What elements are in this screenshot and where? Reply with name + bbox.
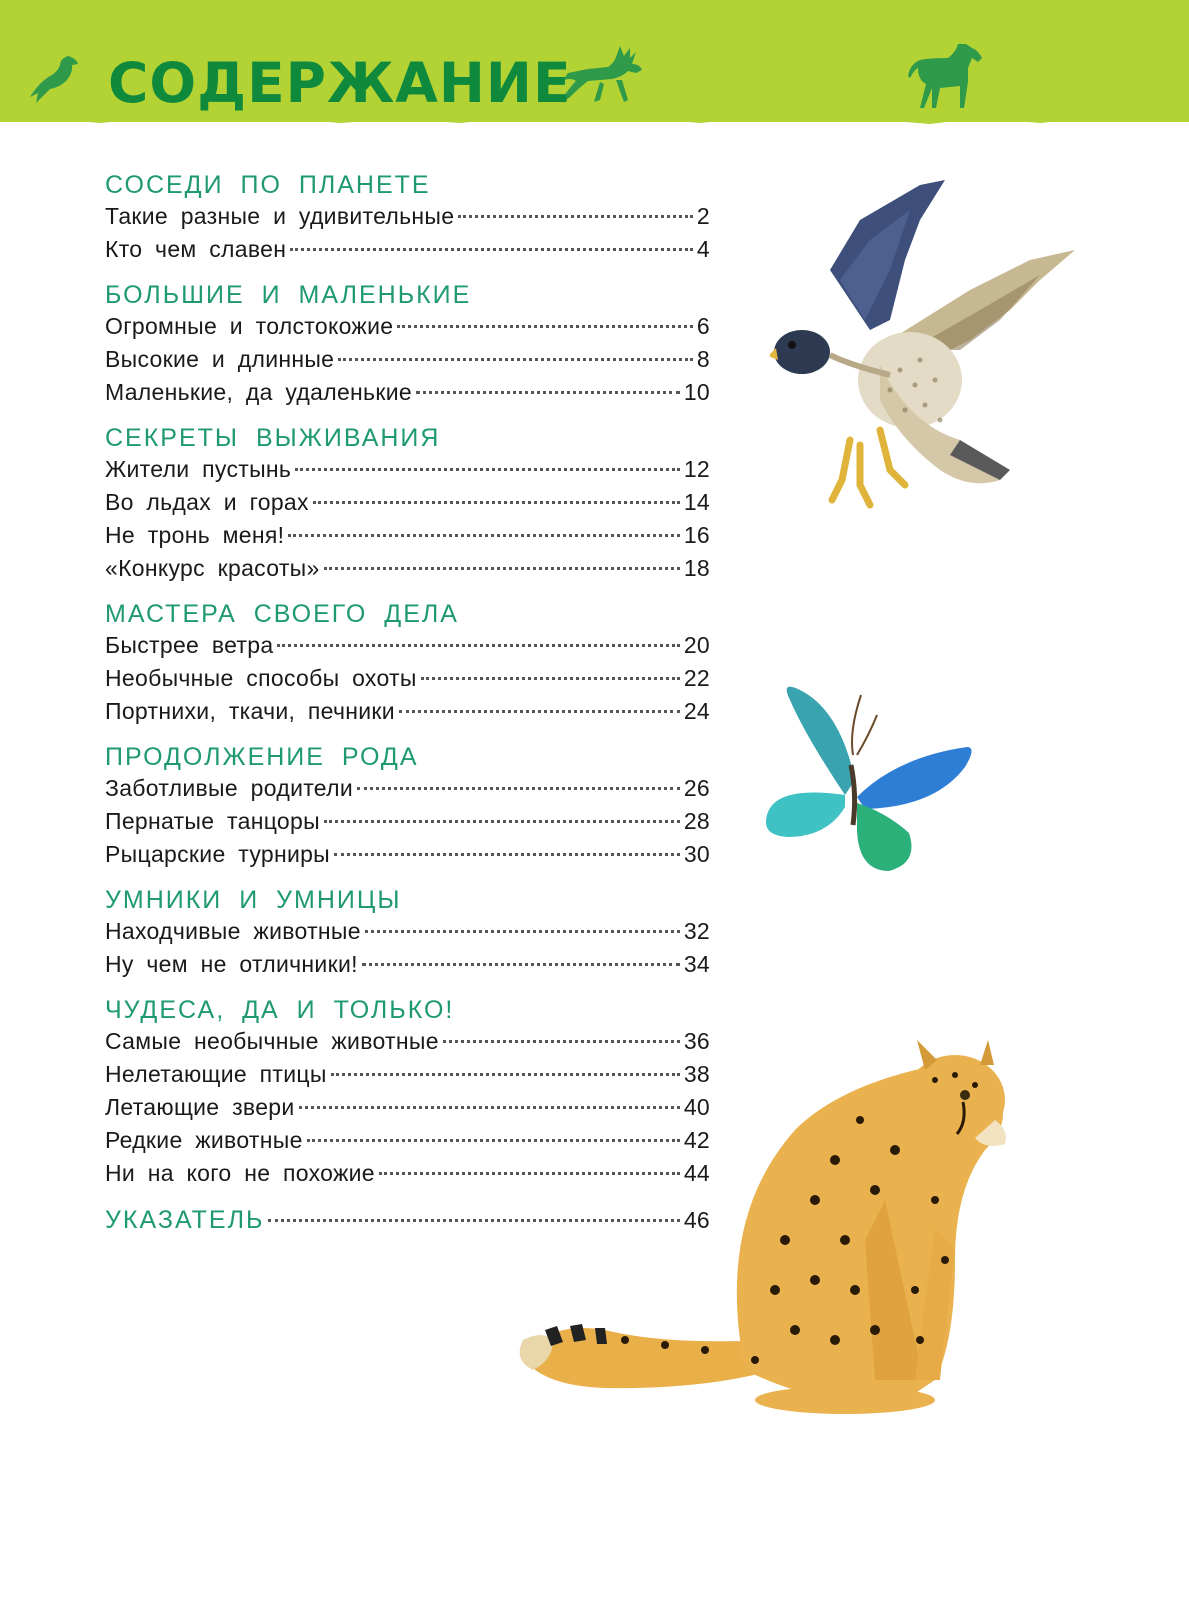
entry-page: 24 xyxy=(683,698,710,724)
entry-label: Жители пустынь xyxy=(105,456,292,482)
leader-dots xyxy=(295,468,680,471)
leader-dots xyxy=(288,534,679,537)
entry-label: Огромные и толстокожие xyxy=(105,313,394,339)
section-title: УМНИКИ И УМНИЦЫ xyxy=(105,886,402,914)
leader-dots xyxy=(324,820,680,823)
entry-page: 32 xyxy=(683,918,710,944)
entry-label: Заботливые родители xyxy=(105,775,353,801)
entry-page: 22 xyxy=(683,665,710,691)
section-title: СЕКРЕТЫ ВЫЖИВАНИЯ xyxy=(105,424,441,452)
toc-entry[interactable] xyxy=(105,772,710,805)
section-title: СОСЕДИ ПО ПЛАНЕТЕ xyxy=(105,171,431,199)
butterfly-illustration xyxy=(765,685,975,875)
entry-page: 8 xyxy=(696,346,710,372)
entry-page: 6 xyxy=(696,313,710,339)
entry-page: 34 xyxy=(683,951,710,977)
entry-label: Самые необычные животные xyxy=(105,1028,439,1054)
entry-page: 40 xyxy=(683,1094,710,1120)
toc-section xyxy=(105,599,710,728)
toc-entry[interactable] xyxy=(105,695,710,728)
entry-page: 16 xyxy=(683,522,710,548)
toc-entry[interactable] xyxy=(105,200,710,233)
entry-label: Высокие и длинные xyxy=(105,346,335,372)
toc-entry[interactable] xyxy=(105,838,710,871)
leader-dots xyxy=(277,644,679,647)
toc-entry[interactable] xyxy=(105,310,710,343)
cheetah-illustration xyxy=(515,1040,1055,1420)
entry-label: Не тронь меня! xyxy=(105,522,285,548)
entry-label: Редкие животные xyxy=(105,1127,303,1153)
reindeer-silhouette-icon xyxy=(560,44,652,110)
section-title: БОЛЬШИЕ И МАЛЕНЬКИЕ xyxy=(105,281,472,309)
leader-dots xyxy=(458,215,693,218)
entry-label: «Конкурс красоты» xyxy=(105,555,320,581)
entry-label: Ну чем не отличники! xyxy=(105,951,358,977)
toc-section xyxy=(105,423,710,585)
leader-dots xyxy=(334,853,680,856)
toc-entry[interactable] xyxy=(105,233,710,266)
entry-page: 2 xyxy=(696,203,710,229)
entry-page: 30 xyxy=(683,841,710,867)
horse-silhouette-icon xyxy=(904,42,986,110)
entry-label: Пернатые танцоры xyxy=(105,808,320,834)
leader-dots xyxy=(399,710,680,713)
falcon-illustration xyxy=(770,180,1080,520)
entry-label: Находчивые животные xyxy=(105,918,361,944)
toc-section xyxy=(105,885,710,981)
entry-page: 28 xyxy=(683,808,710,834)
entry-label: Такие разные и удивительные xyxy=(105,203,455,229)
leader-dots xyxy=(365,930,680,933)
leader-dots xyxy=(416,391,680,394)
entry-page: 42 xyxy=(683,1127,710,1153)
leader-dots xyxy=(324,567,680,570)
toc-entry[interactable] xyxy=(105,519,710,552)
toc-section xyxy=(105,280,710,409)
leader-dots xyxy=(357,787,680,790)
entry-page: 10 xyxy=(683,379,710,405)
toc-entry[interactable] xyxy=(105,662,710,695)
toc-entry[interactable] xyxy=(105,486,710,519)
page-title: СОДЕРЖАНИЕ xyxy=(108,51,572,115)
entry-page: 14 xyxy=(683,489,710,515)
leader-dots xyxy=(313,501,680,504)
leader-dots xyxy=(397,325,693,328)
leader-dots xyxy=(421,677,680,680)
bird-silhouette-icon xyxy=(28,52,84,108)
entry-label: Нелетающие птицы xyxy=(105,1061,327,1087)
toc-entry[interactable] xyxy=(105,915,710,948)
index-page: 46 xyxy=(683,1207,710,1233)
entry-page: 26 xyxy=(683,775,710,801)
leader-dots xyxy=(362,963,680,966)
index-label: УКАЗАТЕЛЬ xyxy=(105,1206,265,1234)
toc-section xyxy=(105,170,710,266)
toc-entry[interactable] xyxy=(105,453,710,486)
toc-entry[interactable] xyxy=(105,805,710,838)
entry-label: Портнихи, ткачи, печники xyxy=(105,698,395,724)
entry-page: 12 xyxy=(683,456,710,482)
entry-label: Маленькие, да удаленькие xyxy=(105,379,412,405)
toc-entry[interactable] xyxy=(105,343,710,376)
entry-page: 20 xyxy=(683,632,710,658)
toc-entry[interactable] xyxy=(105,552,710,585)
entry-label: Во льдах и горах xyxy=(105,489,309,515)
entry-label: Кто чем славен xyxy=(105,236,287,262)
entry-label: Быстрее ветра xyxy=(105,632,274,658)
section-title: ПРОДОЛЖЕНИЕ РОДА xyxy=(105,743,419,771)
entry-label: Летающие звери xyxy=(105,1094,295,1120)
entry-page: 38 xyxy=(683,1061,710,1087)
entry-page: 18 xyxy=(683,555,710,581)
toc-section xyxy=(105,742,710,871)
entry-page: 4 xyxy=(696,236,710,262)
toc-entry[interactable] xyxy=(105,948,710,981)
toc-entry[interactable] xyxy=(105,629,710,662)
entry-label: Необычные способы охоты xyxy=(105,665,417,691)
leader-dots xyxy=(338,358,693,361)
section-title: МАСТЕРА СВОЕГО ДЕЛА xyxy=(105,600,459,628)
entry-page: 36 xyxy=(683,1028,710,1054)
entry-label: Рыцарские турниры xyxy=(105,841,331,867)
toc-entry[interactable] xyxy=(105,376,710,409)
leader-dots xyxy=(290,248,693,251)
entry-label: Ни на кого не похожие xyxy=(105,1160,375,1186)
entry-page: 44 xyxy=(683,1160,710,1186)
section-title: ЧУДЕСА, ДА И ТОЛЬКО! xyxy=(105,996,455,1024)
